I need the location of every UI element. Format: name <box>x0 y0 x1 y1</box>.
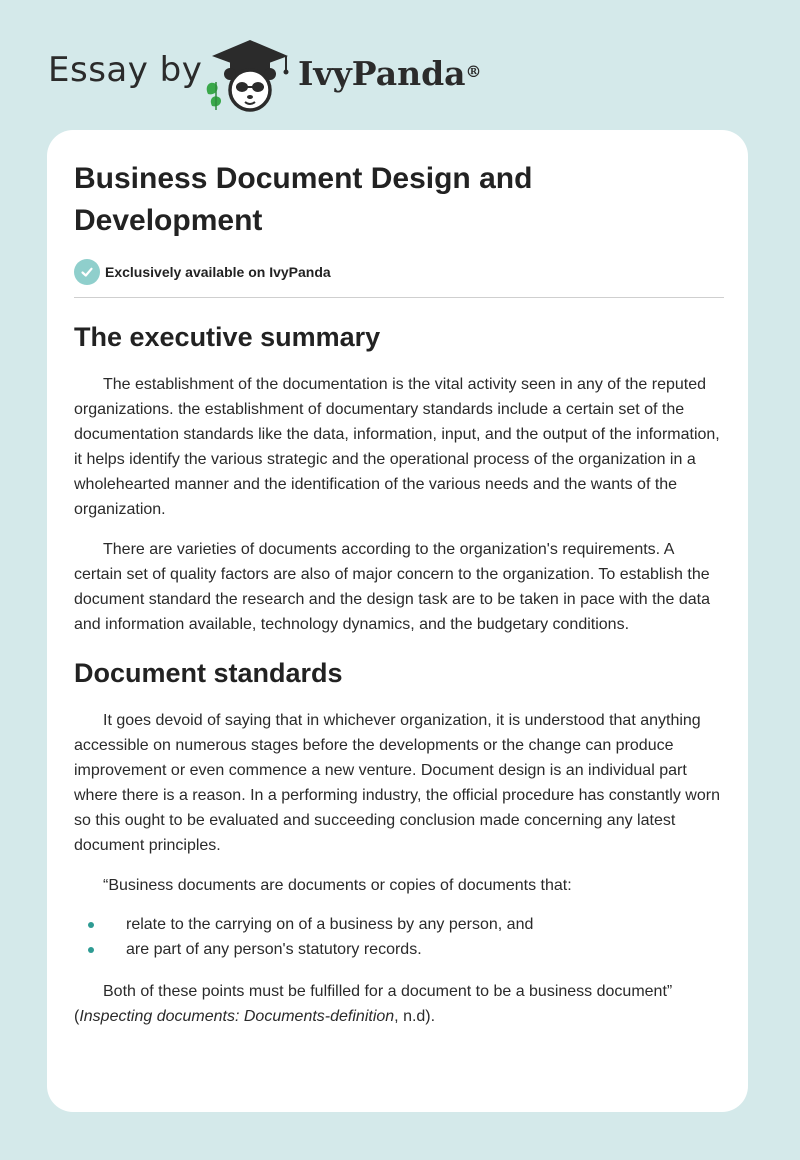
citation: Inspecting documents: Documents-definition <box>79 1008 395 1025</box>
divider <box>74 297 724 298</box>
bullet-dot-icon <box>88 947 94 953</box>
brand-name <box>298 54 482 94</box>
registered-mark: ® <box>465 62 482 81</box>
paragraph: There are varieties of documents according to the organization's requirements. A certain set of quality factors are also of major concern to the organization. To establish the document standard the research and the design task are to be taken in pace with the data and information available, technology dynamics, and the budgetary conditions. <box>74 541 710 633</box>
closing-paragraph <box>74 979 724 1029</box>
article-title: Business Document Design and Development <box>74 162 533 237</box>
article-card <box>47 130 748 1112</box>
list-item-text: relate to the carrying on of a business by any person, and <box>126 916 534 933</box>
bullet-list <box>74 912 724 962</box>
list-item-text: are part of any person's statutory records. <box>126 941 422 958</box>
section-heading-executive-summary: The executive summary <box>74 322 381 352</box>
citation-suffix: , n.d). <box>394 1008 436 1025</box>
check-circle-icon <box>74 259 100 285</box>
brand-name-text: IvyPanda <box>298 54 466 93</box>
closing-text: Both of these points must be fulfilled for a document to be a business document” ( <box>74 983 673 1025</box>
panda-logo-icon <box>200 34 295 112</box>
quote-intro: “Business documents are documents or copies of documents that: <box>103 877 572 894</box>
article-content <box>74 158 724 1029</box>
brand-prefix: Essay by <box>48 50 203 90</box>
bullet-dot-icon <box>88 922 94 928</box>
exclusive-badge <box>74 259 724 285</box>
section-heading-document-standards: Document standards <box>74 658 343 688</box>
list-item <box>74 937 724 962</box>
paragraph: The establishment of the documentation is the vital activity seen in any of the reputed organizations. the establishment of documentary standards include a certain set of the documentation standards like the data, information, input, and the output of the information, it helps identify the various strategic and the operational process of the organization in a wholehearted manner and the identification of the various needs and the wants of the organization. <box>74 376 720 518</box>
paragraph: It goes devoid of saying that in whichever organization, it is understood that anything accessible on numerous stages before the developments or the change can produce improvement or even commence a new venture. Document design is an individual part where there is a reason. In a performing industry, the official procedure has constantly worn so this ought to be evaluated and succeeding conclusion made concerning any latest document principles. <box>74 712 720 854</box>
badge-text: Exclusively available on IvyPanda <box>105 264 331 280</box>
site-header <box>0 0 800 130</box>
list-item <box>74 912 724 937</box>
